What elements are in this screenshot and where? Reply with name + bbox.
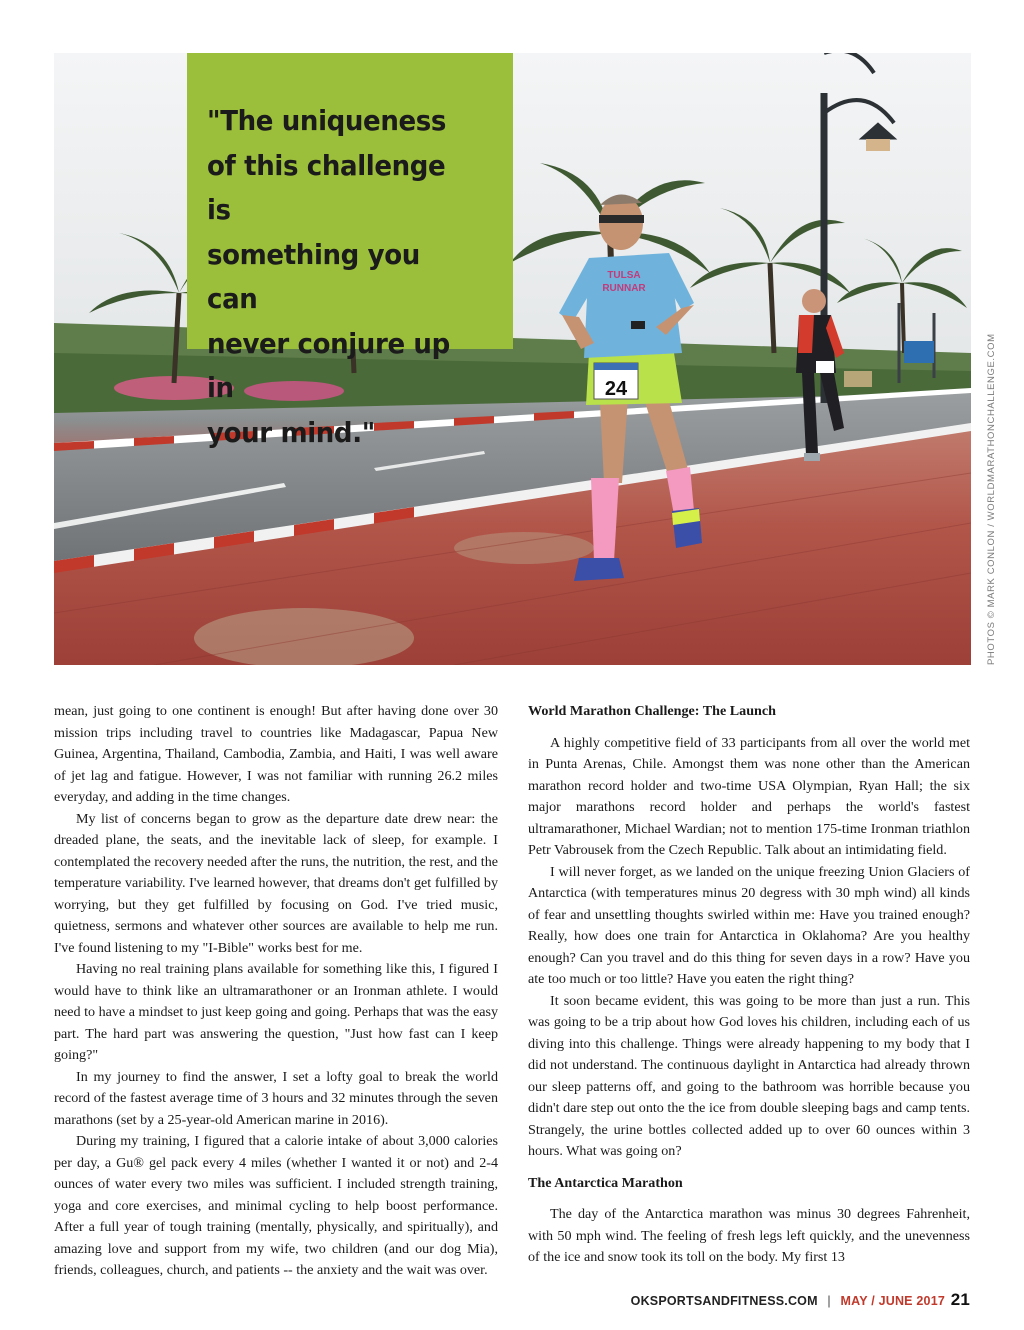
- footer-separator: |: [827, 1294, 831, 1308]
- paragraph: mean, just going to one continent is enough! But after having done over 30 mission trips including travel to countries like Madagascar, Papua New Guinea, Argentina, Thailand, Cambodia, Zambia, and Haiti, I was well aware of jet lag and fatigue. However, I was not familiar with running 26.2 miles everyday, and adding in the time changes.: [54, 703, 498, 805]
- svg-text:RUNNAR: RUNNAR: [602, 283, 646, 294]
- footer-site: OKSPORTSANDFITNESS.COM: [630, 1294, 818, 1308]
- pull-quote: "The uniqueness of this challenge is something you can never conjure up in your mind.": [207, 104, 450, 449]
- paragraph: The day of the Antarctica marathon was minus 30 degrees Fahrenheit, with 50 mph wind. The feeling of fresh legs left quickly, and the unevenness of the ice and snow took its toll on the body. My first 13: [528, 1206, 970, 1265]
- page-footer: [631, 1290, 970, 1310]
- footer-issue: MAY / JUNE 2017: [840, 1294, 945, 1308]
- hero-photo: [54, 53, 971, 665]
- photo-credit: PHOTOS © MARK CONLON / WORLDMARATHONCHALLENGE.COM: [986, 333, 997, 665]
- pull-quote-box: [187, 53, 513, 449]
- paragraph: During my training, I figured that a calorie intake of about 3,000 calories per day, a Gu® gel pack every 4 miles (whether I wanted it or not) and 2-4 ounces of water every two miles was sufficient. I included strength training, yoga and core exercises, and minimal cycling to help boost performance. After a full year of tough training (mentally, physically, and spiritually), and amazing love and support from my wife, two children (and our dog Mia), friends, colleagues, church, and patients -- the anxiety and the wait was over.: [54, 1133, 498, 1278]
- section-heading: The Antarctica Marathon: [528, 1174, 683, 1191]
- bib-number: 24: [604, 378, 628, 400]
- paragraph: It soon became evident, this was going to be more than just a run. This was going to be a trip about how God loves his children, including each of us diving into this challenge. Things were already happening to my body that I did not understand. The continuous daylight in Antarctica had already thrown our sleep patterns off, and going to the bathroom was horrible because you didn't dare step out onto the the ice from double sleeping bags and camp tents. Strangely, the urine bottles collected added up to over 60 ounces within 3 hours. What was going on?: [528, 992, 970, 1159]
- paragraph: Having no real training plans available for something like this, I figured I would have to think like an ultramarathoner or an Ironman athlete. I would need to have a mindset to just keep going and going. Perhaps that was the easy part. The hard part was answering the question, "Just how fast can I keep going?": [54, 961, 498, 1063]
- right-column: [528, 701, 970, 1269]
- section-heading: World Marathon Challenge: The Launch: [528, 703, 776, 719]
- svg-text:TULSA: TULSA: [607, 270, 641, 281]
- left-column: [54, 701, 498, 1282]
- page-number: 21: [950, 1290, 970, 1309]
- road-sign: [904, 341, 934, 363]
- paragraph: I will never forget, as we landed on the unique freezing Union Glaciers of Antarctica (with temperatures minus 20 degress with 30 mph wind) all kinds of fear and unsettling thoughts swirled within me: Have you trained enough? Really, how does one train for Antarctica in Oklahoma? Are you healthy enough? Can you travel and do this thing for seven days in a row? Have you ate too much or too little? Have you eaten the right thing?: [528, 863, 970, 987]
- paragraph: A highly competitive field of 33 participants from all over the world met in Punta Arenas, Chile. Amongst them was none other than the American marathon record holder and two-time USA Olympian, Ryan Hall; the six major marathons record holder and perhaps the world's fastest ultramarathoner, Michael Wardian; not to mention 175-time Ironman triathlon Petr Vabrousek from the Czech Republic. Talk about an intimidating field.: [528, 734, 970, 858]
- distant-truck: [844, 371, 872, 387]
- paragraph: In my journey to find the answer, I set a lofty goal to break the world record of the fastest average time of 3 hours and 32 minutes through the seven marathons (set by a 25-year-old American marine in 2016).: [54, 1068, 498, 1128]
- paragraph: My list of concerns began to grow as the departure date drew near: the dreaded plane, the seats, and the inevitable lack of sleep, for example. I contemplated the recovery needed after the runs, the nutrition, the rest, and the temperature variability. I've learned however, that dreams don't get fulfilled by worrying, but they get fulfilled by focusing on God. I've tried music, quietness, sermons and whatever other sources are available to help me run. I've found listening to my "I-Bible" works best for me.: [54, 810, 498, 956]
